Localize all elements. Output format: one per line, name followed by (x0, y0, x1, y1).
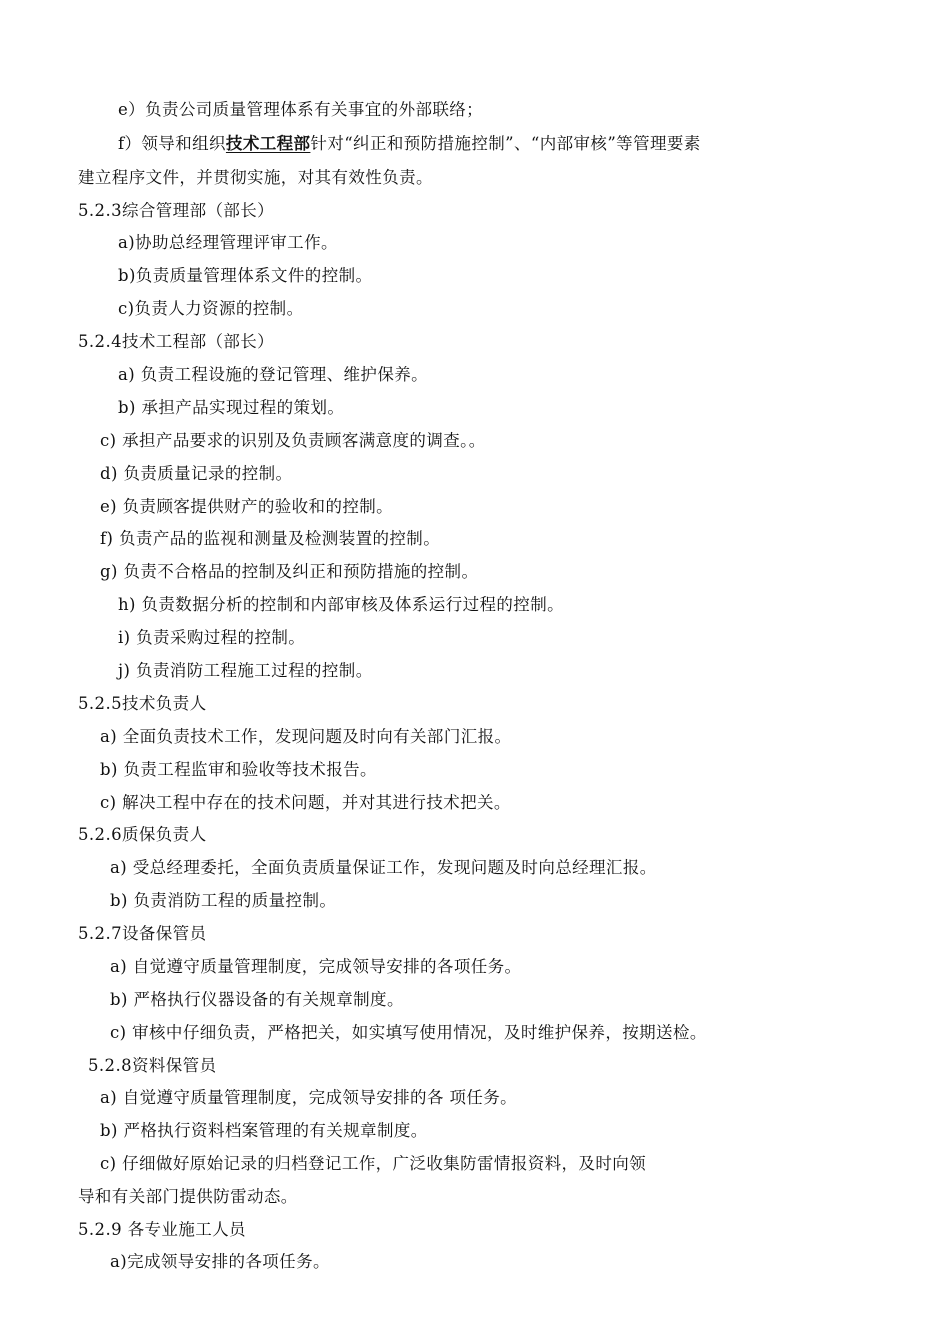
text-line-f-lead-organize (118, 133, 701, 155)
list-item: e) 负责顾客提供财产的验收和的控制。 (100, 497, 394, 516)
section-heading-5-2-9: 5.2.9 各专业施工人员 (78, 1220, 246, 1239)
list-item: a)完成领导安排的各项任务。 (110, 1252, 330, 1271)
emphasized-department-name: 技术工程部 (225, 134, 311, 153)
list-item: b) 承担产品实现过程的策划。 (118, 398, 345, 417)
list-item: a) 负责工程设施的登记管理、维护保养。 (118, 365, 429, 384)
list-item: g) 负责不合格品的控制及纠正和预防措施的控制。 (100, 562, 479, 581)
list-item: a) 受总经理委托，全面负责质量保证工作，发现问题及时向总经理汇报。 (110, 858, 657, 877)
text-line-f-prefix: f）领导和组织 (118, 134, 226, 153)
list-item: a) 自觉遵守质量管理制度，完成领导安排的各项任务。 (110, 957, 522, 976)
list-item: c) 解决工程中存在的技术问题，并对其进行技术把关。 (100, 793, 511, 812)
list-item: f) 负责产品的监视和测量及检测装置的控制。 (100, 529, 441, 548)
list-item: b) 严格执行仪器设备的有关规章制度。 (110, 990, 404, 1009)
text-line-f-suffix: 针对“纠正和预防措施控制”、“内部审核”等管理要素 (310, 134, 701, 153)
list-item: b) 严格执行资料档案管理的有关规章制度。 (100, 1121, 428, 1140)
text-line-f-continuation: 建立程序文件，并贯彻实施，对其有效性负责。 (78, 168, 433, 187)
list-item: c) 审核中仔细负责，严格把关，如实填写使用情况，及时维护保养，按期送检。 (110, 1023, 707, 1042)
list-item: b) 负责消防工程的质量控制。 (110, 891, 337, 910)
list-item: c) 承担产品要求的识别及负责顾客满意度的调查。。 (100, 431, 486, 450)
section-heading-5-2-6: 5.2.6质保负责人 (78, 825, 207, 844)
list-item: a) 自觉遵守质量管理制度，完成领导安排的各 项任务。 (100, 1088, 518, 1107)
list-item: i) 负责采购过程的控制。 (118, 628, 306, 647)
list-item-continuation: 导和有关部门提供防雷动态。 (78, 1187, 298, 1206)
list-item: j) 负责消防工程施工过程的控制。 (118, 661, 373, 680)
section-heading-5-2-5: 5.2.5技术负责人 (78, 694, 207, 713)
list-item: d) 负责质量记录的控制。 (100, 464, 293, 483)
list-item: h) 负责数据分析的控制和内部审核及体系运行过程的控制。 (118, 595, 565, 614)
list-item: a)协助总经理管理评审工作。 (118, 233, 338, 252)
section-heading-5-2-4: 5.2.4技术工程部（部长） (78, 332, 275, 351)
list-item: c)负责人力资源的控制。 (118, 299, 304, 318)
section-heading-5-2-3: 5.2.3综合管理部（部长） (78, 201, 275, 220)
list-item: b) 负责工程监审和验收等技术报告。 (100, 760, 377, 779)
list-item: c) 仔细做好原始记录的归档登记工作，广泛收集防雷情报资料，及时向领 (100, 1154, 647, 1173)
list-item: a) 全面负责技术工作，发现问题及时向有关部门汇报。 (100, 727, 512, 746)
section-heading-5-2-7: 5.2.7设备保管员 (78, 924, 207, 943)
section-heading-5-2-8: 5.2.8资料保管员 (88, 1056, 217, 1075)
text-line-e-external-liaison: e）负责公司质量管理体系有关事宜的外部联络； (118, 100, 484, 119)
list-item: b)负责质量管理体系文件的控制。 (118, 266, 373, 285)
